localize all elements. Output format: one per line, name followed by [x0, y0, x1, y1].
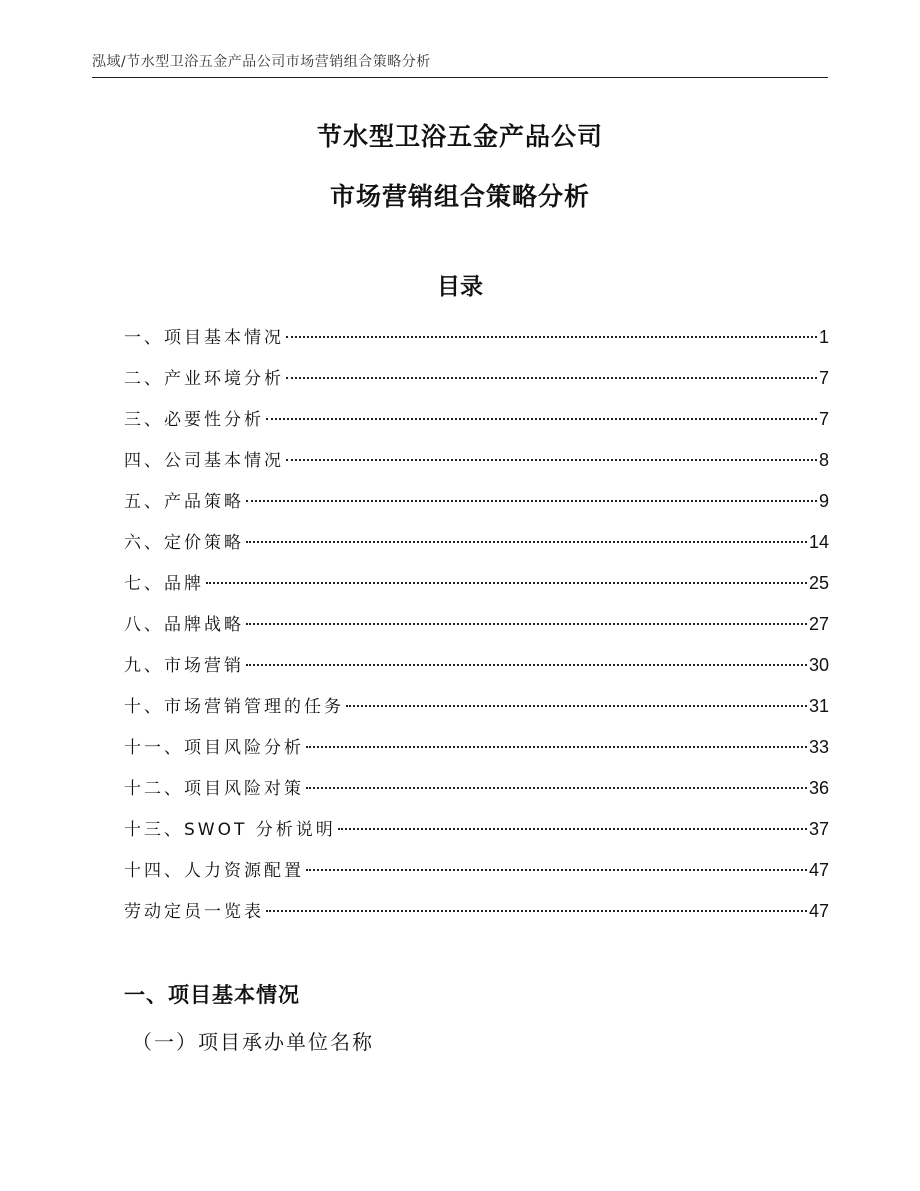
- toc-entry-label: 人力资源配置: [184, 861, 304, 881]
- toc-entry-10[interactable]: [124, 690, 829, 731]
- toc-entry-6[interactable]: [124, 526, 829, 567]
- toc-entry-page: 7: [818, 409, 829, 429]
- toc-entry-3[interactable]: [124, 403, 829, 444]
- subsection-heading: （一）项目承办单位名称: [132, 1030, 374, 1054]
- toc-dot-leader: [338, 828, 807, 830]
- toc-entry-9[interactable]: [124, 649, 829, 690]
- table-of-contents: [124, 321, 829, 936]
- toc-entry-label: 项目风险分析: [184, 738, 304, 758]
- toc-dot-leader: [346, 705, 807, 707]
- toc-entry-2[interactable]: [124, 362, 829, 403]
- toc-entry-5[interactable]: [124, 485, 829, 526]
- toc-entry-number: 十、: [124, 697, 164, 717]
- toc-entry-number: 十三、: [124, 820, 184, 840]
- toc-entry-page: 14: [808, 532, 829, 552]
- toc-entry-11[interactable]: [124, 731, 829, 772]
- toc-entry-15[interactable]: [124, 895, 829, 936]
- toc-entry-number: 九、: [124, 656, 164, 676]
- toc-entry-page: 37: [808, 819, 829, 839]
- toc-dot-leader: [246, 623, 807, 625]
- toc-entry-label: 项目基本情况: [164, 328, 284, 348]
- toc-entry-label: 产业环境分析: [164, 369, 284, 389]
- toc-entry-page: 9: [818, 491, 829, 511]
- toc-entry-label: 项目风险对策: [184, 779, 304, 799]
- running-header: 泓域/节水型卫浴五金产品公司市场营销组合策略分析: [92, 54, 431, 70]
- toc-entry-label: SWOT 分析说明: [184, 820, 336, 840]
- toc-entry-label: 劳动定员一览表: [124, 902, 264, 922]
- toc-dot-leader: [266, 910, 807, 912]
- document-title-line-2: 市场营销组合策略分析: [329, 182, 590, 211]
- toc-entry-label: 定价策略: [164, 533, 244, 553]
- toc-entry-page: 1: [818, 327, 829, 347]
- header-divider: [92, 77, 828, 78]
- toc-dot-leader: [306, 869, 807, 871]
- toc-entry-number: 四、: [124, 451, 164, 471]
- toc-entry-4[interactable]: [124, 444, 829, 485]
- toc-dot-leader: [286, 377, 817, 379]
- toc-entry-12[interactable]: [124, 772, 829, 813]
- toc-entry-number: 十一、: [124, 738, 184, 758]
- toc-entry-page: 30: [808, 655, 829, 675]
- toc-entry-page: 36: [808, 778, 829, 798]
- toc-entry-number: 十二、: [124, 779, 184, 799]
- toc-entry-page: 8: [818, 450, 829, 470]
- toc-entry-label: 品牌战略: [164, 615, 244, 635]
- toc-entry-8[interactable]: [124, 608, 829, 649]
- toc-dot-leader: [246, 500, 817, 502]
- toc-entry-7[interactable]: [124, 567, 829, 608]
- toc-dot-leader: [286, 459, 817, 461]
- section-heading: 一、项目基本情况: [124, 983, 300, 1007]
- document-title-line-1: 节水型卫浴五金产品公司: [316, 122, 603, 151]
- toc-entry-label: 公司基本情况: [164, 451, 284, 471]
- toc-entry-number: 十四、: [124, 861, 184, 881]
- toc-entry-1[interactable]: [124, 321, 829, 362]
- toc-dot-leader: [246, 541, 807, 543]
- toc-entry-14[interactable]: [124, 854, 829, 895]
- toc-entry-label: 产品策略: [164, 492, 244, 512]
- toc-dot-leader: [306, 787, 807, 789]
- toc-entry-label: 必要性分析: [164, 410, 264, 430]
- toc-entry-number: 二、: [124, 369, 164, 389]
- toc-entry-number: 七、: [124, 574, 164, 594]
- toc-dot-leader: [206, 582, 807, 584]
- toc-entry-number: 一、: [124, 328, 164, 348]
- toc-entry-number: 三、: [124, 410, 164, 430]
- toc-heading: 目录: [437, 274, 483, 300]
- toc-entry-page: 33: [808, 737, 829, 757]
- toc-entry-page: 47: [808, 901, 829, 921]
- toc-dot-leader: [246, 664, 807, 666]
- toc-entry-label: 市场营销: [164, 656, 244, 676]
- toc-entry-page: 27: [808, 614, 829, 634]
- toc-entry-page: 25: [808, 573, 829, 593]
- toc-entry-page: 31: [808, 696, 829, 716]
- toc-entry-label: 品牌: [164, 574, 204, 594]
- toc-entry-page: 7: [818, 368, 829, 388]
- toc-entry-number: 五、: [124, 492, 164, 512]
- toc-entry-number: 八、: [124, 615, 164, 635]
- toc-entry-number: 六、: [124, 533, 164, 553]
- toc-dot-leader: [266, 418, 817, 420]
- toc-dot-leader: [286, 336, 817, 338]
- toc-dot-leader: [306, 746, 807, 748]
- toc-entry-page: 47: [808, 860, 829, 880]
- toc-entry-label: 市场营销管理的任务: [164, 697, 344, 717]
- toc-entry-13[interactable]: [124, 813, 829, 854]
